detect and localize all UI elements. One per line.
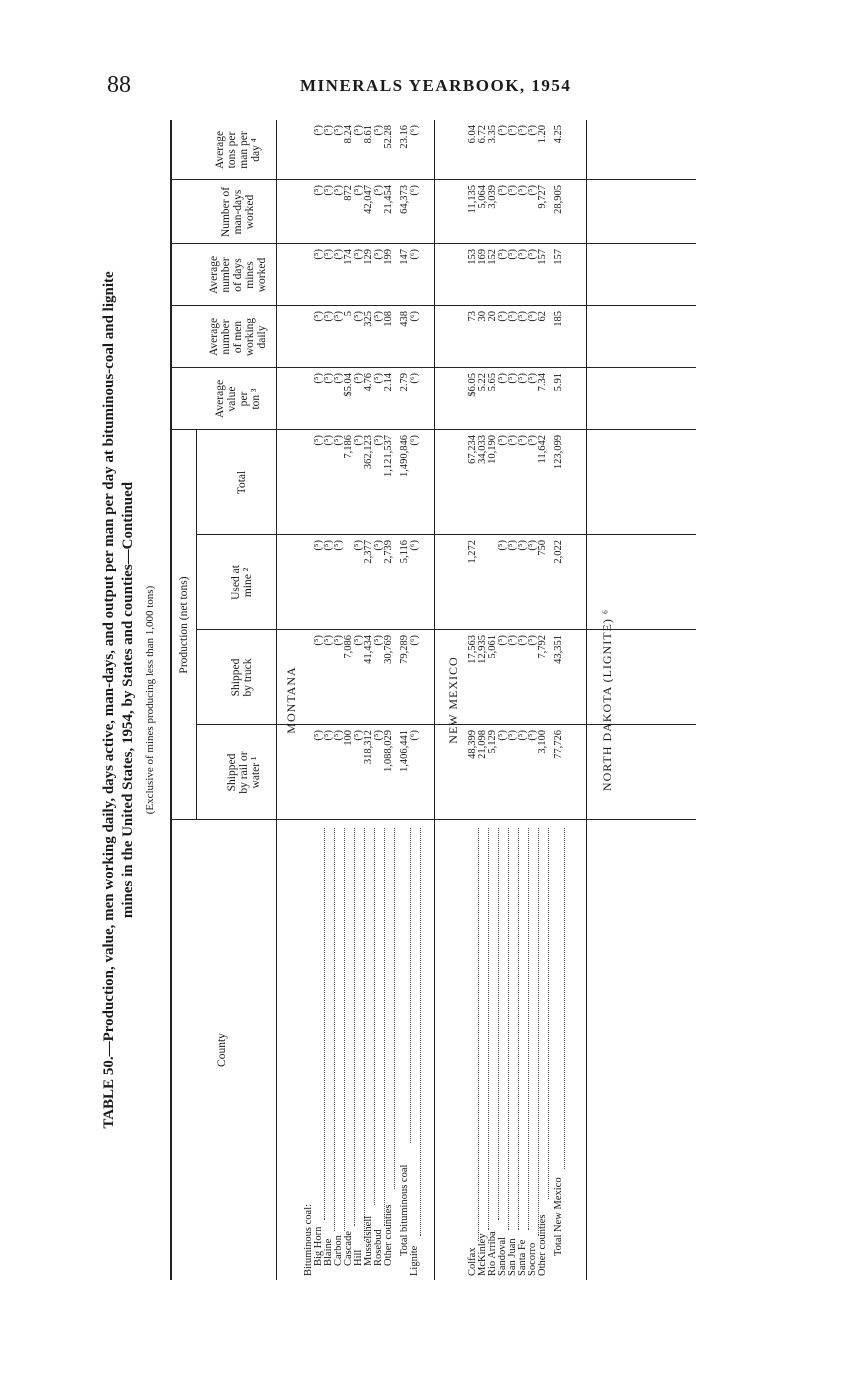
value-cell: 10,190 xyxy=(487,435,498,464)
value-cell: 169 xyxy=(477,249,488,265)
value-cell: 62 xyxy=(537,311,548,322)
county-name: Big Horn xyxy=(313,1226,324,1266)
value-cell: (⁵) xyxy=(373,249,384,260)
value-cell: (⁵) xyxy=(527,185,538,196)
value-cell: (⁵) xyxy=(373,373,384,384)
value-cell: 129 xyxy=(363,249,374,265)
value-cell: (⁵) xyxy=(507,540,518,551)
value-cell: (⁵) xyxy=(323,635,334,646)
table-row xyxy=(488,120,498,1280)
value-cell: 9,727 xyxy=(537,185,548,209)
value-cell: (⁵) xyxy=(333,185,344,196)
value-cell: 6.72 xyxy=(477,125,488,144)
value-cell: 12,935 xyxy=(477,635,488,664)
value-cell: (⁵) xyxy=(507,435,518,446)
value-cell: 2,022 xyxy=(553,540,564,564)
value-cell: 147 xyxy=(399,249,410,265)
value-cell: 73 xyxy=(467,311,478,322)
value-cell: 7,186 xyxy=(343,435,354,459)
value-cell: (⁵) xyxy=(497,249,508,260)
county-name: Other counties xyxy=(537,1214,548,1276)
value-cell: 21,098 xyxy=(477,730,488,759)
value-cell: (⁵) xyxy=(333,635,344,646)
value-cell: (⁵) xyxy=(353,635,364,646)
value-cell: 5 xyxy=(343,311,354,317)
header-county: County xyxy=(216,1033,228,1067)
value-cell: (⁵) xyxy=(373,125,384,136)
value-cell: 8.24 xyxy=(343,125,354,144)
value-cell: (⁵) xyxy=(517,249,528,260)
table-row xyxy=(374,120,384,1280)
header-total: Total xyxy=(236,470,248,495)
value-cell: 52.28 xyxy=(383,125,394,149)
value-cell: (⁵) xyxy=(497,540,508,551)
value-cell: (⁵) xyxy=(333,540,344,551)
value-cell: 5,129 xyxy=(487,730,498,754)
table-row xyxy=(354,120,364,1280)
table-title-line-1: TABLE 50.—Production, value, men working daily, days active, man-days, and output per man per day at bituminous-coal and lignite xyxy=(101,271,117,1129)
value-cell: (⁵) xyxy=(507,311,518,322)
value-cell: (⁵) xyxy=(497,125,508,136)
county-name: Total New Mexico xyxy=(553,1177,564,1256)
county-name: Bituminous coal: xyxy=(303,1203,314,1276)
value-cell: (⁵) xyxy=(497,373,508,384)
value-cell: (⁵) xyxy=(313,635,324,646)
value-cell: (⁵) xyxy=(313,185,324,196)
section-new-mexico: NEW MEXICO xyxy=(446,656,460,744)
table-row xyxy=(528,120,538,1280)
value-cell: 5,061 xyxy=(487,635,498,659)
value-cell: (⁵) xyxy=(313,311,324,322)
county-name: McKinley xyxy=(477,1233,488,1276)
leader-dots xyxy=(410,828,421,1236)
table-row xyxy=(410,120,420,1280)
value-cell: 3,100 xyxy=(537,730,548,754)
value-cell: 79,289 xyxy=(399,635,410,664)
value-cell: (⁵) xyxy=(507,635,518,646)
value-cell: (⁵) xyxy=(333,373,344,384)
value-cell: (⁵) xyxy=(323,435,334,446)
rotated-table xyxy=(100,120,720,1280)
value-cell: (⁶) xyxy=(409,249,420,260)
value-cell: 30 xyxy=(477,311,488,322)
new-mexico-rows xyxy=(468,120,564,1280)
table-row xyxy=(400,120,410,1280)
value-cell: (⁶) xyxy=(409,435,420,446)
value-cell: (⁵) xyxy=(507,125,518,136)
county-name: Blaine xyxy=(323,1238,334,1266)
value-cell: 8.61 xyxy=(363,125,374,144)
table-row xyxy=(478,120,488,1280)
value-cell: (⁵) xyxy=(497,185,508,196)
value-cell: 438 xyxy=(399,311,410,327)
value-cell: 6.04 xyxy=(467,125,478,144)
value-cell: (⁵) xyxy=(313,373,324,384)
header-rail: Shipped by rail or water ¹ xyxy=(226,751,262,794)
value-cell: (⁵) xyxy=(517,435,528,446)
value-cell: 7,086 xyxy=(343,635,354,659)
value-cell: (⁵) xyxy=(373,311,384,322)
value-cell: (⁵) xyxy=(353,730,364,741)
value-cell: (⁵) xyxy=(507,249,518,260)
value-cell: (⁵) xyxy=(507,373,518,384)
value-cell: 21,454 xyxy=(383,185,394,214)
value-cell: (⁵) xyxy=(323,311,334,322)
value-cell: (⁶) xyxy=(409,311,420,322)
value-cell: (⁶) xyxy=(409,125,420,136)
value-cell: (⁵) xyxy=(333,730,344,741)
value-cell: 1,490,846 xyxy=(399,435,410,477)
value-cell: 4.76 xyxy=(363,373,374,392)
value-cell: (⁵) xyxy=(313,435,324,446)
value-cell: 64,373 xyxy=(399,185,410,214)
section-montana: MONTANA xyxy=(284,666,298,734)
value-cell: (⁵) xyxy=(507,185,518,196)
section-north-dakota: NORTH DAKOTA (LIGNITE) ⁶ xyxy=(600,608,614,792)
table-row xyxy=(508,120,518,1280)
county-name: Rio Arriba xyxy=(487,1231,498,1276)
value-cell: 1,088,029 xyxy=(383,730,394,772)
table-header xyxy=(170,120,277,1280)
table-row xyxy=(498,120,508,1280)
header-truck: Shipped by truck xyxy=(230,658,254,697)
county-name: Musselshell xyxy=(363,1215,374,1266)
value-cell: (⁵) xyxy=(527,311,538,322)
table-row xyxy=(304,120,314,1280)
value-cell: (⁵) xyxy=(373,435,384,446)
value-cell: (⁵) xyxy=(517,730,528,741)
value-cell: (⁵) xyxy=(353,435,364,446)
leader-dots xyxy=(554,828,565,1169)
county-name: Lignite xyxy=(409,1245,420,1276)
value-cell: 872 xyxy=(343,185,354,201)
value-cell: 2.79 xyxy=(399,373,410,392)
value-cell: (⁵) xyxy=(527,540,538,551)
value-cell: 157 xyxy=(553,249,564,265)
value-cell: (⁵) xyxy=(373,185,384,196)
header-men: Average number of men working daily xyxy=(208,317,268,357)
value-cell: (⁵) xyxy=(517,635,528,646)
value-cell: 100 xyxy=(343,730,354,746)
value-cell: 7.34 xyxy=(537,373,548,392)
value-cell: 2.14 xyxy=(383,373,394,392)
value-cell: (⁵) xyxy=(517,125,528,136)
value-cell: 30,769 xyxy=(383,635,394,664)
running-head: MINERALS YEARBOOK, 1954 xyxy=(300,76,572,95)
county-name: Colfax xyxy=(467,1247,478,1276)
value-cell: (⁵) xyxy=(323,249,334,260)
header-mandays: Number of man-days worked xyxy=(220,186,256,238)
table-row xyxy=(344,120,354,1280)
county-name: Total bituminous coal xyxy=(399,1164,410,1256)
value-cell: (⁵) xyxy=(497,311,508,322)
value-cell: (⁵) xyxy=(333,435,344,446)
value-cell: (⁵) xyxy=(333,249,344,260)
value-cell: (⁵) xyxy=(497,635,508,646)
value-cell: (⁵) xyxy=(313,730,324,741)
value-cell: (⁵) xyxy=(497,730,508,741)
value-cell: (⁵) xyxy=(517,373,528,384)
table-title-line-2: mines in the United States, 1954, by States and counties—Continued xyxy=(120,481,136,919)
county-name: Other counties xyxy=(383,1204,394,1266)
value-cell: (⁵) xyxy=(353,125,364,136)
value-cell: 5.22 xyxy=(477,373,488,392)
value-cell: 199 xyxy=(383,249,394,265)
value-cell: (⁵) xyxy=(353,185,364,196)
value-cell: 1,406,441 xyxy=(399,730,410,772)
table-row xyxy=(538,120,548,1280)
value-cell: 1,272 xyxy=(467,540,478,564)
value-cell: 2,739 xyxy=(383,540,394,564)
value-cell: 20 xyxy=(487,311,498,322)
table-row xyxy=(314,120,324,1280)
table-row xyxy=(364,120,374,1280)
page-number: 88 xyxy=(107,72,131,98)
value-cell: 7,792 xyxy=(537,635,548,659)
value-cell: (⁵) xyxy=(313,125,324,136)
value-cell: (⁵) xyxy=(313,540,324,551)
value-cell: (⁵) xyxy=(353,540,364,551)
value-cell: (⁵) xyxy=(373,635,384,646)
value-cell: 5.65 xyxy=(487,373,498,392)
value-cell: 41,434 xyxy=(363,635,374,664)
value-cell: (⁵) xyxy=(353,249,364,260)
montana-rows xyxy=(304,120,420,1280)
value-cell: 67,234 xyxy=(467,435,478,464)
value-cell: (⁶) xyxy=(409,635,420,646)
value-cell: 48,399 xyxy=(467,730,478,759)
header-used: Used at mine ² xyxy=(230,565,254,600)
county-name: Socorro xyxy=(527,1242,538,1276)
value-cell: (⁵) xyxy=(353,311,364,322)
value-cell: 42,047 xyxy=(363,185,374,214)
value-cell: 2,377 xyxy=(363,540,374,564)
value-cell: 362,123 xyxy=(363,435,374,470)
value-cell: (⁵) xyxy=(527,635,538,646)
county-name: Santa Fe xyxy=(517,1239,528,1276)
table-row xyxy=(518,120,528,1280)
value-cell: (⁵) xyxy=(323,730,334,741)
value-cell: (⁵) xyxy=(373,540,384,551)
value-cell: (⁵) xyxy=(527,435,538,446)
county-name: Hill xyxy=(353,1249,364,1266)
header-tons: Average tons per man per day ⁴ xyxy=(214,130,262,170)
value-cell: 43,351 xyxy=(553,635,564,664)
value-cell: (⁵) xyxy=(527,730,538,741)
value-cell: 325 xyxy=(363,311,374,327)
value-cell: 318,312 xyxy=(363,730,374,765)
value-cell: 23.16 xyxy=(399,125,410,149)
value-cell: 1.20 xyxy=(537,125,548,144)
value-cell: (⁶) xyxy=(409,540,420,551)
value-cell: 185 xyxy=(553,311,564,327)
table-row xyxy=(554,120,564,1280)
value-cell: 3.35 xyxy=(487,125,498,144)
value-cell: 3,039 xyxy=(487,185,498,209)
value-cell: 77,726 xyxy=(553,730,564,759)
value-cell: (⁶) xyxy=(409,185,420,196)
value-cell: (⁵) xyxy=(333,125,344,136)
value-cell: (⁵) xyxy=(323,125,334,136)
value-cell: $5.04 xyxy=(343,373,354,397)
value-cell: 750 xyxy=(537,540,548,556)
value-cell: 152 xyxy=(487,249,498,265)
county-name: Rosebud xyxy=(373,1229,384,1266)
table-title xyxy=(100,120,138,1280)
header-value: Average value per ton ³ xyxy=(214,379,262,419)
value-cell: (⁶) xyxy=(409,373,420,384)
value-cell: 5,116 xyxy=(399,540,410,564)
value-cell: 11,135 xyxy=(467,185,478,214)
value-cell: 157 xyxy=(537,249,548,265)
table-subtitle: (Exclusive of mines producing less than 1,000 tons) xyxy=(144,585,156,815)
table-row xyxy=(468,120,478,1280)
value-cell: (⁵) xyxy=(527,125,538,136)
table-row xyxy=(334,120,344,1280)
value-cell: 123,099 xyxy=(553,435,564,470)
value-cell: (⁵) xyxy=(323,185,334,196)
county-name: Sandoval xyxy=(497,1236,508,1276)
header-days: Average number of days mines worked xyxy=(208,255,268,295)
value-cell: $6.05 xyxy=(467,373,478,397)
value-cell: (⁵) xyxy=(517,311,528,322)
header-production-group: Production (net tons) xyxy=(178,576,190,674)
value-cell: 34,033 xyxy=(477,435,488,464)
value-cell: 28,905 xyxy=(553,185,564,214)
value-cell: 108 xyxy=(383,311,394,327)
value-cell: 17,563 xyxy=(467,635,478,664)
value-cell: (⁵) xyxy=(313,249,324,260)
value-cell: (⁶) xyxy=(409,730,420,741)
value-cell: 153 xyxy=(467,249,478,265)
county-name: Carbon xyxy=(333,1235,344,1266)
value-cell: (⁵) xyxy=(527,373,538,384)
value-cell: (⁵) xyxy=(507,730,518,741)
value-cell: (⁵) xyxy=(527,249,538,260)
county-name: Cascade xyxy=(343,1231,354,1266)
value-cell: 5.91 xyxy=(553,373,564,392)
value-cell: (⁵) xyxy=(353,373,364,384)
value-cell: 5,064 xyxy=(477,185,488,209)
value-cell: (⁵) xyxy=(373,730,384,741)
county-name: San Juan xyxy=(507,1238,518,1276)
table-row xyxy=(324,120,334,1280)
value-cell: (⁵) xyxy=(517,185,528,196)
value-cell: 1,121,537 xyxy=(383,435,394,477)
value-cell: 11,642 xyxy=(537,435,548,464)
value-cell: (⁵) xyxy=(333,311,344,322)
table-row xyxy=(384,120,394,1280)
value-cell: 174 xyxy=(343,249,354,265)
value-cell: (⁵) xyxy=(517,540,528,551)
value-cell: 4.25 xyxy=(553,125,564,144)
value-cell: (⁵) xyxy=(323,540,334,551)
value-cell: (⁵) xyxy=(323,373,334,384)
value-cell: (⁵) xyxy=(497,435,508,446)
